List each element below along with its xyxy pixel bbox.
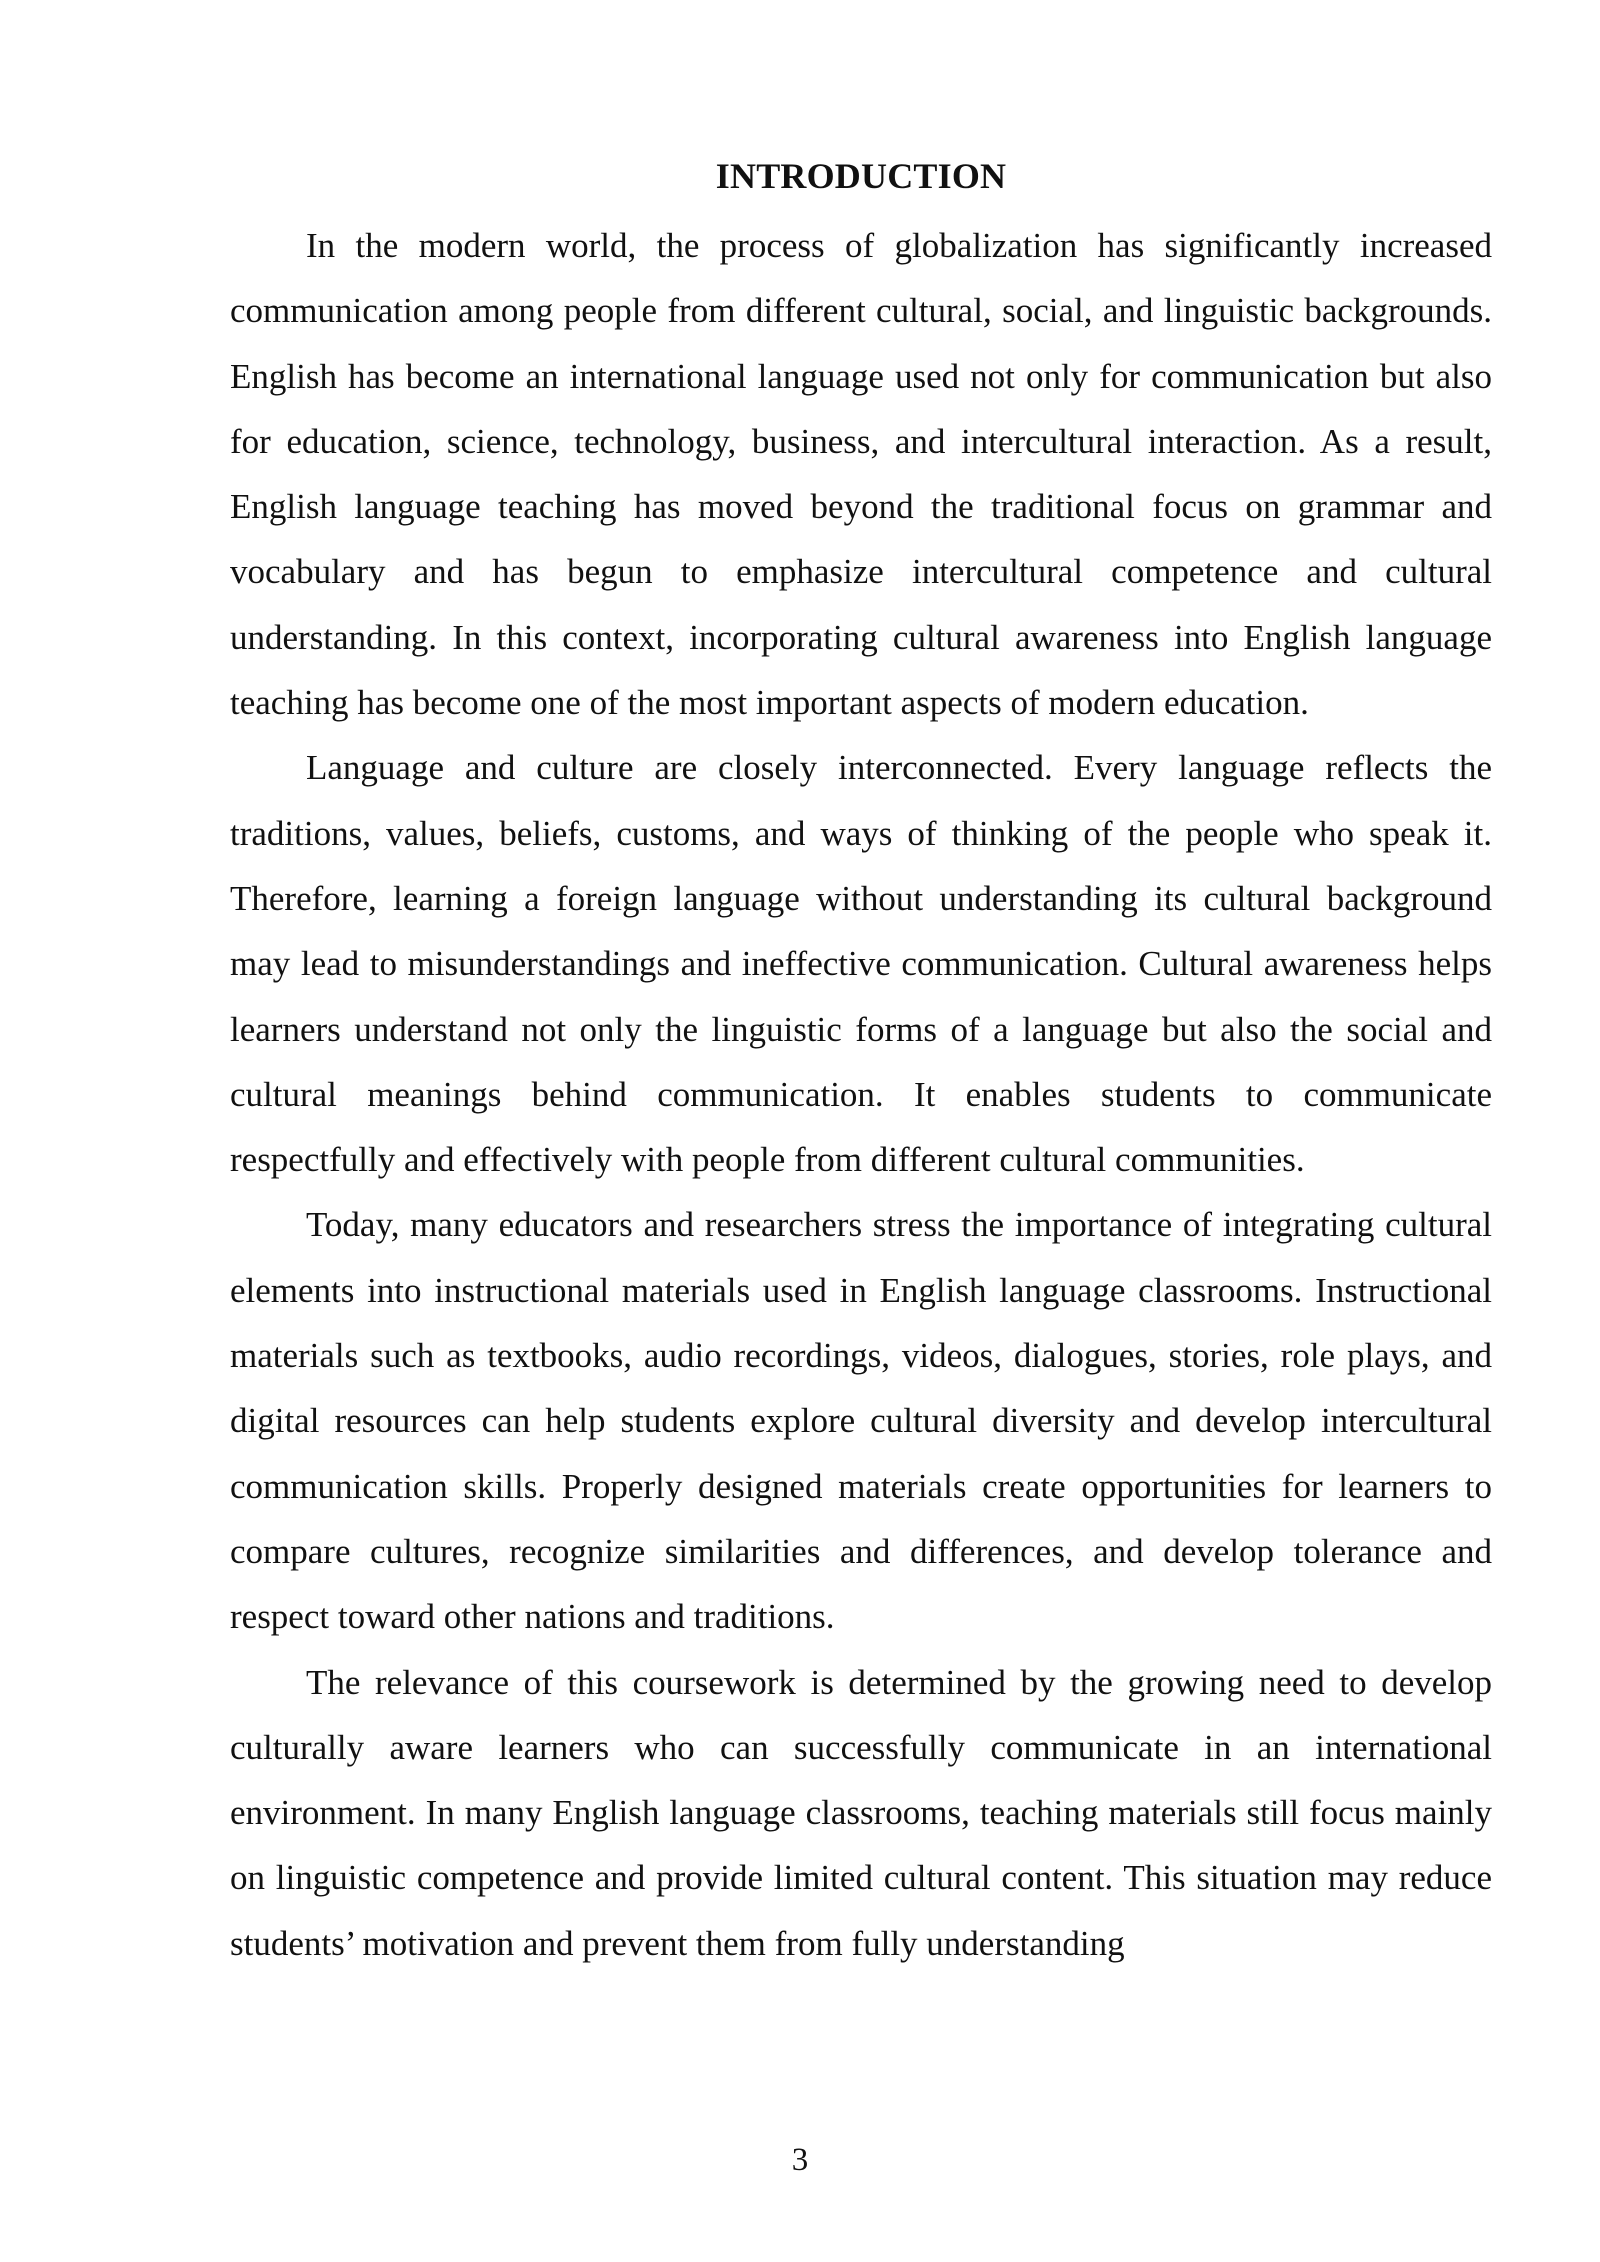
paragraph-3: Today, many educators and researchers stress the importance of integrating cultural elements into instructional materials used in English language classrooms. Instructional materials such as textbooks, audio recordings, videos, dialogues, stories, role plays, and digital resources can help students explore cultural diversity and develop intercultural communication skills. Properly designed materials create opportunities for learners to compare cultures, recognize similarities and differences, and develop tolerance and respect toward other nations and traditions.	[230, 1205, 1492, 1637]
page-number: 3	[791, 2142, 809, 2178]
paragraph-4: The relevance of this coursework is determined by the growing need to develop culturally aware learners who can successfully communicate in an international environment. In many English language classrooms, teaching materials still focus mainly on linguistic competence and provide limited cultural content. This situation may reduce students’ motivation and prevent them from fully understanding	[230, 1662, 1492, 1963]
paragraph-2: Language and culture are closely interconnected. Every language reflects the traditions, values, beliefs, customs, and ways of thinking of the people who speak it. Therefore, learning a foreign language without understanding its cultural background may lead to misunderstandings and ineffective communication. Cultural awareness helps learners understand not only the linguistic forms of a language but also the social and cultural meanings behind communication. It enables students to communicate respectfully and effectively with people from different cultural communities.	[230, 748, 1492, 1180]
section-title: INTRODUCTION	[715, 156, 1007, 196]
page-content	[230, 150, 1492, 1976]
paragraph-1: In the modern world, the process of globalization has significantly increased communication among people from different cultural, social, and linguistic backgrounds. English has become an international language used not only for communication but also for education, science, technology, business, and intercultural interaction. As a result, English language teaching has moved beyond the traditional focus on grammar and vocabulary and has begun to emphasize intercultural competence and cultural understanding. In this context, incorporating cultural awareness into English language teaching has become one of the most important aspects of modern education.	[230, 226, 1492, 723]
